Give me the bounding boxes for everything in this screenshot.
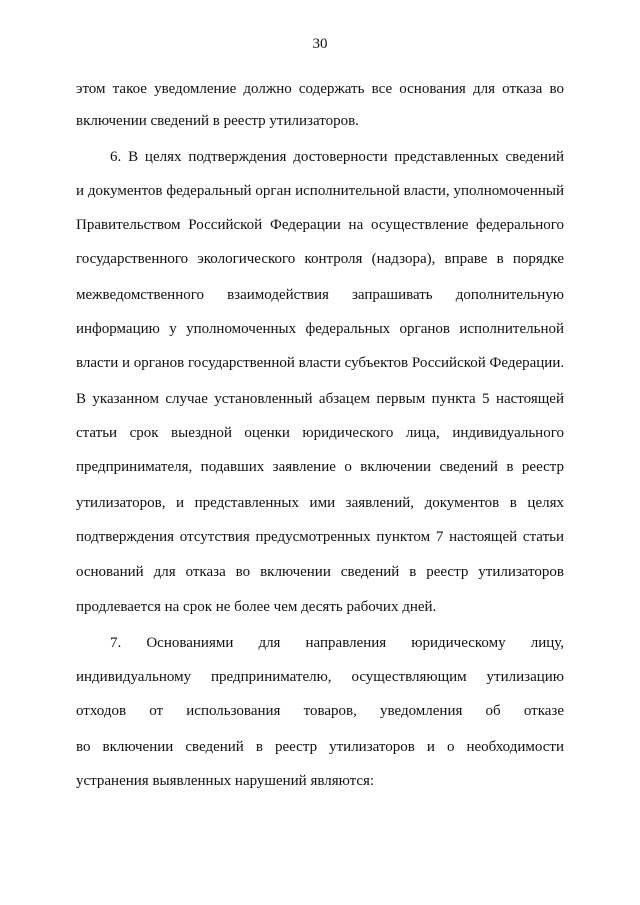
text-line: отходов от использования товаров, уведомления об отказе — [76, 703, 564, 719]
text-line: индивидуальному предпринимателю, осуществляющим утилизацию — [76, 669, 564, 685]
page-number: 30 — [312, 36, 328, 52]
text-line: государственного экологического контроля (надзора), вправе в порядке — [76, 251, 564, 267]
text-line: продлевается на срок не более чем десять рабочих дней. — [76, 599, 437, 615]
text-line: 6. В целях подтверждения достоверности представленных сведений — [110, 149, 564, 165]
text-line: устранения выявленных нарушений являются: — [76, 773, 375, 789]
text-line: Правительством Российской Федерации на осуществление федерального — [76, 217, 564, 233]
text-line: информацию у уполномоченных федеральных органов исполнительной — [76, 321, 564, 337]
text-line: власти и органов государственной власти субъектов Российской Федерации. — [76, 355, 565, 371]
text-line: межведомственного взаимодействия запрашивать дополнительную — [76, 287, 564, 303]
text-line: 7. Основаниями для направления юридическому лицу, — [110, 635, 564, 651]
text-line: предпринимателя, подавших заявление о включении сведений в реестр — [76, 459, 564, 475]
text-line: утилизаторов, и представленных ими заявлений, документов в целях — [76, 495, 564, 511]
text-line: статьи срок выездной оценки юридического лица, индивидуального — [76, 425, 564, 441]
text-line: оснований для отказа во включении сведений в реестр утилизаторов — [76, 564, 564, 580]
text-line: и документов федеральный орган исполнительной власти, уполномоченный — [76, 183, 564, 199]
text-line: В указанном случае установленный абзацем первым пункта 5 настоящей — [76, 391, 564, 407]
text-line: включении сведений в реестр утилизаторов. — [76, 113, 359, 129]
text-line: во включении сведений в реестр утилизаторов и о необходимости — [76, 739, 564, 755]
text-line: подтверждения отсутствия предусмотренных пунктом 7 настоящей статьи — [76, 529, 564, 545]
text-line: этом такое уведомление должно содержать все основания для отказа во — [76, 81, 564, 97]
